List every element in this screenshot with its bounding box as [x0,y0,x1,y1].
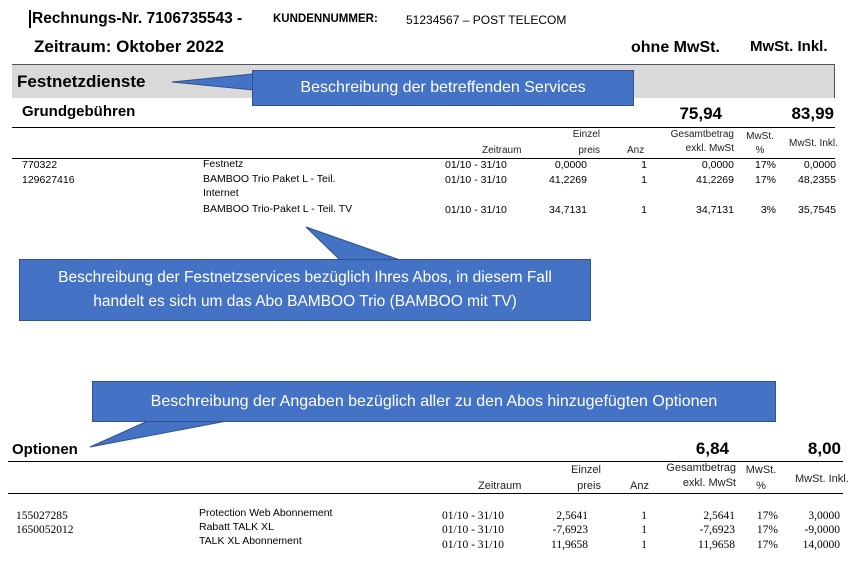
row-unit-price: 11,9658 [551,539,588,551]
col-header-preis: preis [578,145,600,156]
col-header-gesamt: Gesamtbetrag [666,462,736,474]
callout-pointer-festnetz [306,227,400,260]
col-header-anz: Anz [627,145,645,156]
customer-number-label: KUNDENNUMMER: [273,13,378,25]
column-net-header: ohne MwSt. [631,39,720,56]
row-description: TALK XL Abonnement [199,535,302,547]
row-total: 41,2269 [696,174,734,186]
row-unit-price: 2,5641 [556,510,588,522]
col-header-einzel: Einzel [571,464,601,476]
divider [8,493,843,494]
row-description-cont: Internet [203,187,239,199]
col-header-preis: preis [577,480,601,492]
row-gross: 35,7545 [798,204,836,216]
row-vat: 17% [756,524,778,536]
row-total: 34,7131 [696,204,734,216]
subsection-grundgebuehren: Grundgebühren [22,103,136,120]
gross-total-festnetz: 83,99 [791,104,834,123]
row-gross: -9,0000 [804,524,840,536]
row-vat: 3% [760,204,776,216]
customer-number-value: 51234567 – POST TELECOM [406,13,567,27]
row-total: -7,6923 [699,524,735,536]
row-period: 01/10 - 31/10 [445,159,507,171]
section-title-optionen: Optionen [12,441,78,458]
col-header-mwst: MwSt. [745,464,777,476]
row-gross: 0,0000 [803,159,836,171]
callout-pointer-options [90,420,232,447]
gross-total-optionen: 8,00 [807,439,841,458]
col-header-mwst: MwSt. [746,131,774,142]
row-unit-price: 41,2269 [549,174,587,186]
row-description: Festnetz [203,158,244,170]
invoice-number: Rechnungs-Nr. 7106735543 - [32,10,243,27]
row-vat: 17% [754,159,776,171]
row-gross: 3,0000 [808,510,840,522]
row-vat: 17% [756,510,778,522]
row-quantity: 1 [641,159,647,171]
row-quantity: 1 [641,510,647,522]
col-header-zeitraum: Zeitraum [482,145,522,156]
col-header-einzel: Einzel [572,129,600,140]
column-gross-header: MwSt. Inkl. [750,38,828,55]
callout-options [92,381,776,422]
callout-services-text: Beschreibung der betreffenden Services [300,79,586,96]
row-period: 01/10 - 31/10 [442,524,504,536]
row-description: BAMBOO Trio Paket L - Teil. [203,173,336,185]
row-unit-price: 0,0000 [554,159,587,171]
net-total-optionen: 6,84 [695,439,729,458]
row-quantity: 1 [641,204,647,216]
col-header-anz: Anz [630,480,649,492]
row-period: 01/10 - 31/10 [442,510,504,522]
row-unit-price: -7,6923 [552,524,588,536]
row-quantity: 1 [641,539,647,551]
row-unit-price: 34,7131 [549,204,587,216]
row-quantity: 1 [641,174,647,186]
col-header-gesamt: Gesamtbetrag [670,129,734,140]
col-header-exkl: exkl. MwSt [682,477,736,489]
callout-festnetz-line2: handelt es sich um das Abo BAMBOO Trio (BAMBOO mit TV) [93,293,517,310]
row-description: BAMBOO Trio-Paket L - Teil. TV [203,203,353,215]
row-period: 01/10 - 31/10 [442,539,504,551]
subscription-id: 155027285 [16,510,68,522]
col-header-exkl: exkl. MwSt [685,143,734,154]
row-period: 01/10 - 31/10 [445,204,507,216]
callout-pointer-services [172,74,253,90]
row-description: Rabatt TALK XL [199,521,274,533]
row-gross: 48,2355 [798,174,836,186]
col-header-mwst-pct: % [755,145,765,156]
callout-services [252,70,634,106]
row-period: 01/10 - 31/10 [445,174,507,186]
row-total: 11,9658 [698,539,735,551]
row-gross: 14,0000 [802,539,840,551]
row-description: Protection Web Abonnement [199,507,333,519]
row-id: 129627416 [22,174,75,186]
callout-options-text: Beschreibung der Angaben bezüglich aller zu den Abos hinzugefügten Optionen [150,392,718,410]
row-id: 770322 [22,159,58,171]
subscription-id: 1650052012 [16,524,74,536]
row-total: 0,0000 [701,159,734,171]
row-quantity: 1 [641,524,647,536]
row-total: 2,5641 [703,510,735,522]
callout-festnetz-line1: Beschreibung der Festnetzservices bezüglich Ihres Abos, in diesem Fall [58,269,552,286]
col-header-zeitraum: Zeitraum [478,480,522,492]
row-vat: 17% [756,539,778,551]
col-header-inkl: MwSt. Inkl. [789,138,838,149]
callout-festnetz [19,259,591,321]
section-title-festnetz: Festnetzdienste [17,72,146,91]
col-header-mwst-pct: % [756,480,766,492]
net-total-festnetz: 75,94 [679,104,722,123]
row-vat: 17% [754,174,776,186]
col-header-inkl: MwSt. Inkl. [795,473,849,485]
billing-period: Zeitraum: Oktober 2022 [34,37,224,56]
